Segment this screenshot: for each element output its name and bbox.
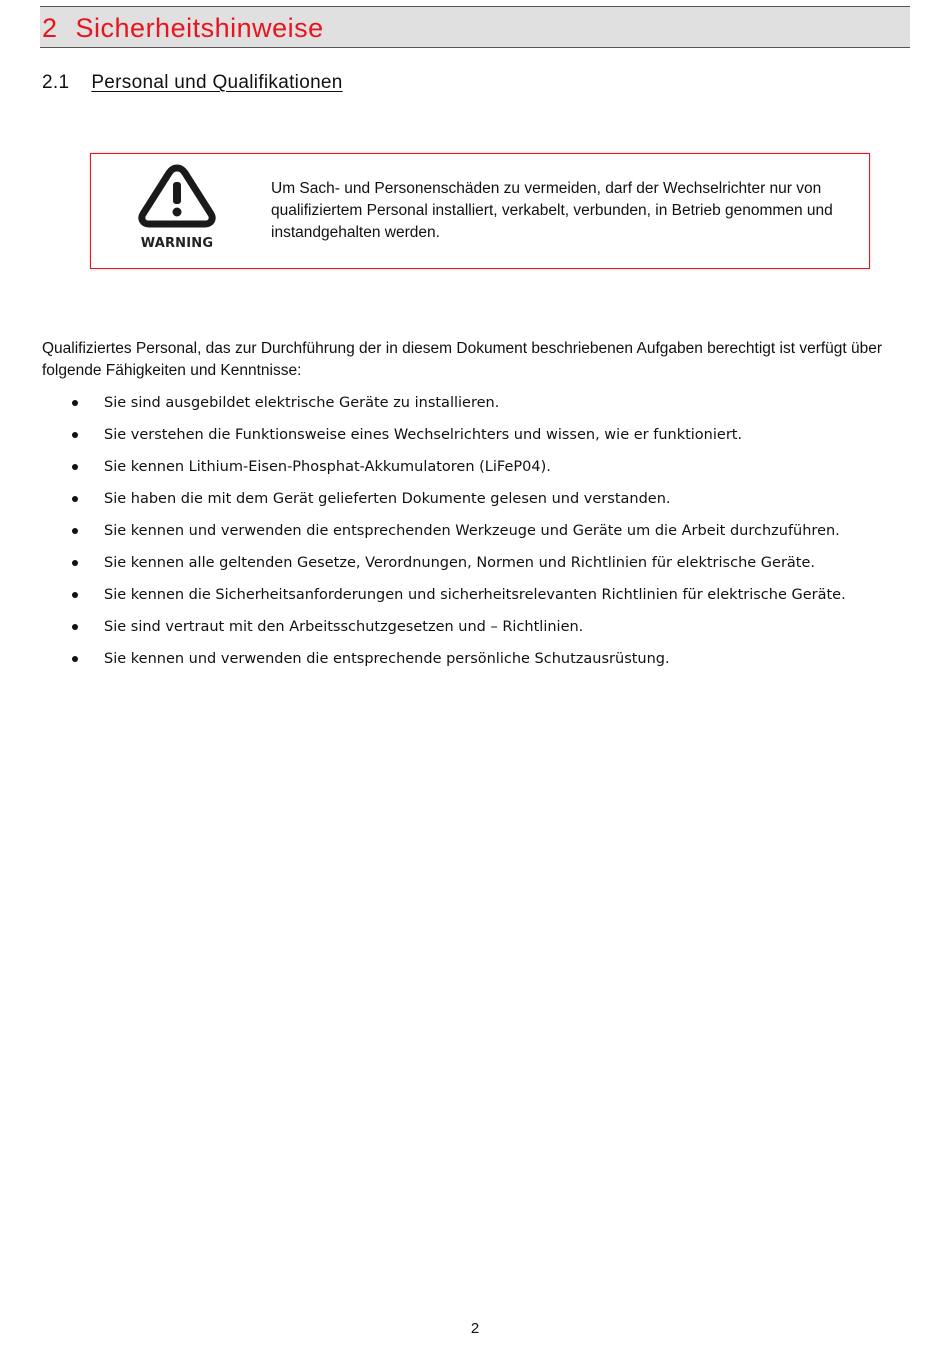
list-item-text: Sie verstehen die Funktionsweise eines Wechselrichters und wissen, wie er funktioniert. <box>104 427 743 443</box>
bullet-icon <box>72 432 78 438</box>
list-item <box>0 487 950 519</box>
list-item-text: Sie haben die mit dem Gerät gelieferten Dokumente gelesen und verstanden. <box>104 491 671 507</box>
bullet-icon <box>72 496 78 502</box>
bullet-icon <box>72 464 78 470</box>
warning-symbol <box>135 162 219 258</box>
list-item <box>0 423 950 455</box>
section-title-text: Personal und Qualifikationen <box>91 72 343 93</box>
bullet-icon <box>72 528 78 534</box>
warning-triangle-icon <box>135 162 219 232</box>
requirements-list <box>0 391 950 679</box>
section-title <box>42 72 343 94</box>
chapter-heading-bar <box>40 6 910 48</box>
warning-text: Um Sach- und Personenschäden zu vermeiden, darf der Wechselrichter nur von qualifiziertem Personal installiert, verkabelt, verbunden, in Betrieb genommen und instandgehalten werden. <box>271 180 833 241</box>
list-item-text: Sie sind vertraut mit den Arbeitsschutzgesetzen und – Richtlinien. <box>104 619 584 635</box>
list-item <box>0 615 950 647</box>
list-item-text: Sie kennen alle geltenden Gesetze, Verordnungen, Normen und Richtlinien für elektrische Geräte. <box>104 555 816 571</box>
chapter-title-text: Sicherheitshinweise <box>75 13 324 43</box>
page-number: 2 <box>470 1320 480 1337</box>
list-item-text: Sie kennen und verwenden die entsprechende persönliche Schutzausrüstung. <box>104 651 670 667</box>
chapter-title <box>42 13 324 44</box>
list-item <box>0 391 950 423</box>
bullet-icon <box>72 400 78 406</box>
chapter-number: 2 <box>42 13 58 43</box>
list-item <box>0 551 950 583</box>
list-item-text: Sie kennen und verwenden die entsprechenden Werkzeuge und Geräte um die Arbeit durchzuführen. <box>104 523 840 539</box>
list-item-text: Sie kennen die Sicherheitsanforderungen und sicherheitsrelevanten Richtlinien für elektrische Geräte. <box>104 587 846 603</box>
list-item <box>0 455 950 487</box>
list-item-text: Sie kennen Lithium-Eisen-Phosphat-Akkumulatoren (LiFeP04). <box>104 459 551 475</box>
warning-label: WARNING <box>140 236 214 251</box>
bullet-icon <box>72 624 78 630</box>
bullet-icon <box>72 560 78 566</box>
bullet-icon <box>72 656 78 662</box>
list-item <box>0 647 950 679</box>
list-item <box>0 519 950 551</box>
bullet-icon <box>72 592 78 598</box>
list-item-text: Sie sind ausgebildet elektrische Geräte zu installieren. <box>104 395 500 411</box>
section-number: 2.1 <box>42 72 70 93</box>
intro-paragraph: Qualifiziertes Personal, das zur Durchführung der in diesem Dokument beschriebenen Aufgaben berechtigt ist verfügt über folgende Fähigkeiten und Kenntnisse: <box>42 340 883 379</box>
list-item <box>0 583 950 615</box>
warning-box <box>90 153 870 269</box>
